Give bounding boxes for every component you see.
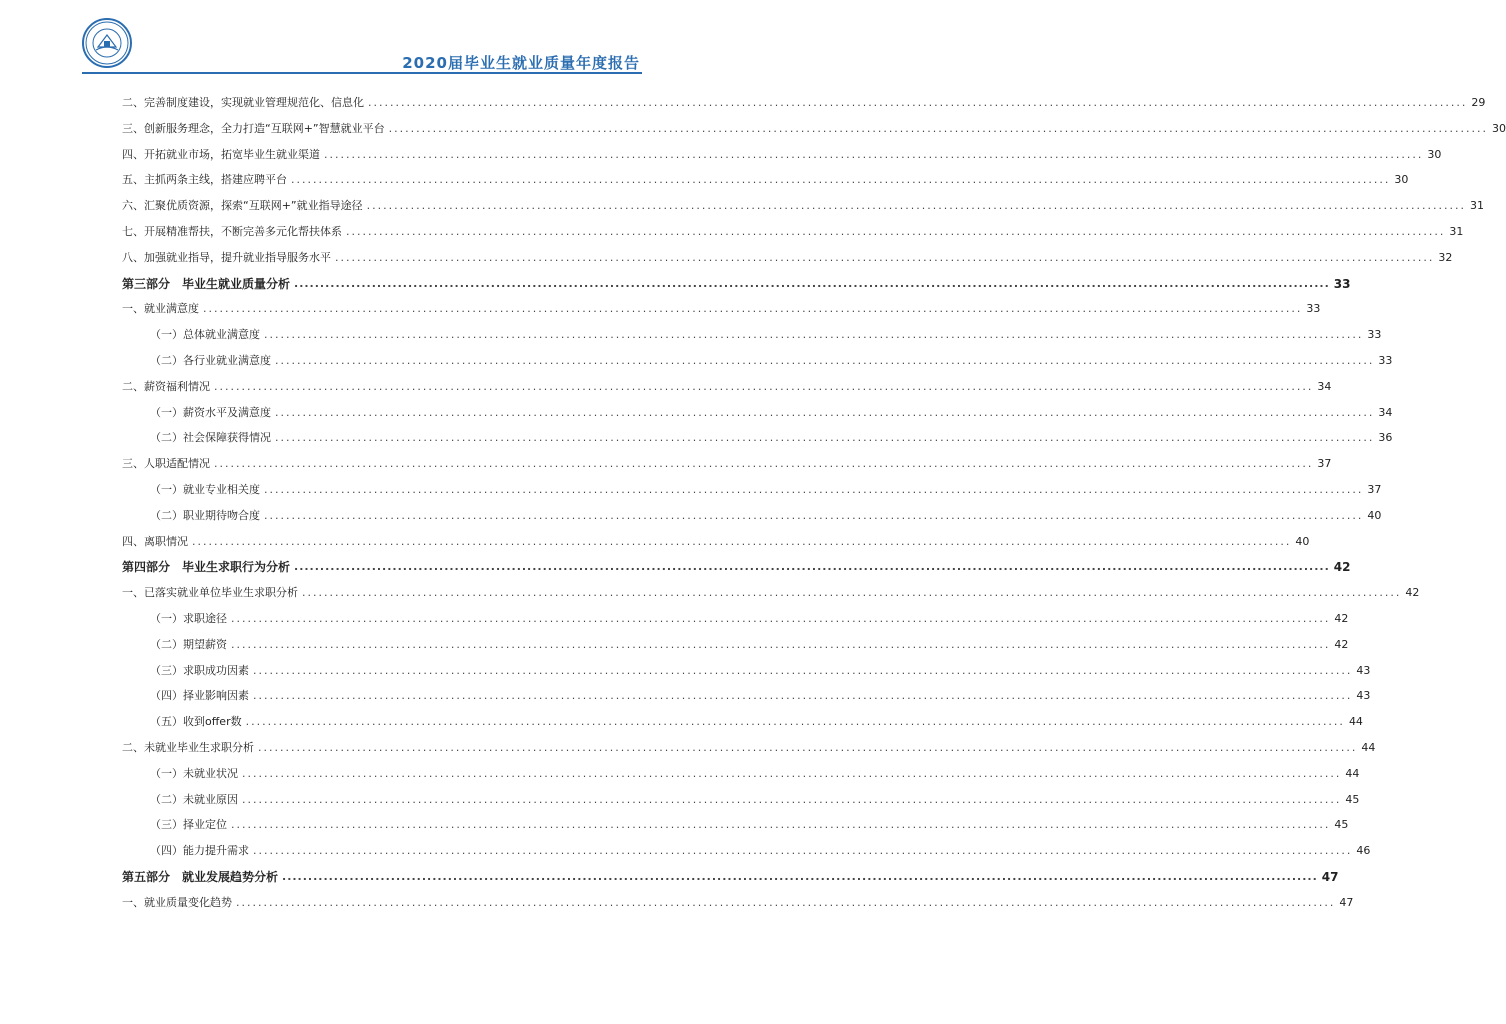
toc-page-number: 44	[1361, 741, 1376, 754]
toc-entry-label: 一、就业满意度	[122, 302, 199, 316]
toc-entry-label: （一）未就业状况	[150, 766, 238, 780]
toc-page-number: 36	[1378, 431, 1393, 445]
toc-leader-dots: ........................................................................................................................................................................................................	[366, 199, 1466, 213]
report-title: 2020届毕业生就业质量年度报告	[402, 54, 640, 72]
university-seal-icon	[82, 18, 132, 68]
toc-entry-label: （五）收到offer数	[150, 715, 242, 729]
toc-page-number: 37	[1317, 457, 1332, 471]
toc-page-number: 46	[1356, 844, 1371, 858]
toc-page-number: 42	[1334, 612, 1349, 625]
toc-page-number: 33	[1378, 354, 1393, 367]
toc-entry-label: （二）社会保障获得情况	[150, 431, 271, 445]
toc-entry[interactable]	[122, 604, 1349, 626]
toc-leader-dots: ........................................................................................................................................................................................................	[275, 354, 1375, 367]
toc-entry[interactable]	[122, 475, 1382, 497]
toc-entry-label: （二）职业期待吻合度	[150, 508, 260, 522]
toc-page-number: 30	[1394, 173, 1409, 187]
toc-entry[interactable]	[122, 501, 1382, 523]
toc-entry-label: （二）期望薪资	[150, 637, 227, 651]
toc-page-number: 30	[1427, 147, 1442, 161]
toc-leader-dots: ........................................................................................................................................................................................................	[231, 637, 1331, 651]
toc-page-number: 43	[1356, 663, 1371, 677]
toc-entry-label: （三）择业定位	[150, 818, 227, 832]
toc-leader-dots: ........................................................................................................................................................................................................	[245, 715, 1345, 729]
toc-page-number: 33	[1306, 302, 1321, 316]
toc-entry[interactable]	[122, 449, 1332, 471]
toc-entry[interactable]	[122, 810, 1349, 832]
toc-leader-dots: ........................................................................................................................................................................................................	[253, 689, 1353, 703]
toc-page-number: 42	[1333, 560, 1351, 575]
toc-page-number: 31	[1469, 199, 1484, 213]
toc-leader-dots: ........................................................................................................................................................................................................	[231, 818, 1331, 832]
toc-entry-label: 第三部分 毕业生就业质量分析	[122, 276, 291, 291]
toc-page-number: 34	[1317, 379, 1332, 393]
toc-entry[interactable]	[122, 217, 1464, 239]
toc-entry-label: 六、汇聚优质资源，探索“互联网+”就业指导途径	[122, 199, 363, 213]
toc-page-number: 45	[1345, 792, 1360, 806]
toc-entry[interactable]	[122, 656, 1371, 678]
toc-page-number: 29	[1471, 96, 1486, 109]
toc-page-number: 44	[1345, 766, 1360, 780]
toc-page-number: 30	[1491, 121, 1506, 135]
toc-page-number: 44	[1348, 715, 1363, 729]
toc-entry[interactable]	[122, 191, 1484, 213]
toc-leader-dots: ........................................................................................................................................................................................................	[275, 405, 1375, 419]
toc-entry-label: 第四部分 毕业生求职行为分析	[122, 560, 291, 575]
toc-leader-dots: ........................................................................................................................................................................................................	[264, 508, 1364, 522]
toc-entry[interactable]	[122, 243, 1453, 265]
toc-page-number: 32	[1438, 250, 1453, 264]
toc-entry-label: （一）总体就业满意度	[150, 328, 260, 342]
toc-entry[interactable]	[122, 294, 1321, 316]
toc-entry[interactable]	[122, 372, 1332, 394]
toc-entry-label: （一）求职途径	[150, 612, 227, 625]
toc-page-number: 47	[1321, 870, 1339, 884]
toc-entry-label: 一、已落实就业单位毕业生求职分析	[122, 586, 298, 600]
toc-page-number: 42	[1405, 586, 1420, 600]
toc-entry-label: 四、离职情况	[122, 534, 188, 548]
toc-leader-dots: ........................................................................................................................................................................................................	[214, 379, 1314, 393]
page-header	[0, 0, 724, 80]
toc-entry[interactable]	[122, 630, 1349, 652]
toc-leader-dots: ........................................................................................................................................................................................................	[291, 173, 1391, 187]
toc-leader-dots: ........................................................................................................................................................................................................	[253, 663, 1353, 677]
toc-entry-label: （一）就业专业相关度	[150, 483, 260, 496]
toc-page-number: 33	[1333, 276, 1351, 291]
toc-leader-dots: ........................................................................................................................................................................................................	[258, 741, 1358, 754]
toc-leader-dots: ........................................................................................................................................................................................................	[253, 844, 1353, 858]
toc-page-number: 33	[1367, 328, 1382, 342]
toc-entry[interactable]	[122, 681, 1371, 703]
toc-page-number: 45	[1334, 818, 1349, 832]
toc-entry[interactable]	[122, 759, 1360, 781]
toc-part-heading[interactable]	[122, 269, 1351, 291]
toc-leader-dots: ........................................................................................................................................................................................................	[294, 276, 1330, 290]
toc-entry-label: 四、开拓就业市场，拓宽毕业生就业渠道	[122, 147, 320, 161]
toc-leader-dots: ........................................................................................................................................................................................................	[203, 302, 1303, 316]
toc-entry-label: 第五部分 就业发展趋势分析	[122, 870, 279, 884]
toc-entry-label: 五、主抓两条主线，搭建应聘平台	[122, 173, 287, 187]
toc-leader-dots: ........................................................................................................................................................................................................	[282, 870, 1318, 883]
toc-entry[interactable]	[122, 733, 1376, 755]
toc-leader-dots: ........................................................................................................................................................................................................	[192, 534, 1292, 548]
toc-entry-label: 八、加强就业指导，提升就业指导服务水平	[122, 250, 331, 264]
toc-leader-dots: ........................................................................................................................................................................................................	[335, 250, 1435, 264]
toc-entry-label: （二）未就业原因	[150, 792, 238, 806]
toc-page-number: 40	[1367, 508, 1382, 522]
toc-entry[interactable]	[122, 836, 1371, 858]
toc-leader-dots: ........................................................................................................................................................................................................	[264, 328, 1364, 342]
toc-entry-label: 二、薪资福利情况	[122, 379, 210, 393]
toc-entry[interactable]	[122, 165, 1409, 187]
toc-leader-dots: ........................................................................................................................................................................................................	[294, 560, 1330, 574]
toc-page-number: 37	[1367, 483, 1382, 496]
toc-leader-dots: ........................................................................................................................................................................................................	[236, 895, 1336, 909]
toc-entry-label: （四）择业影响因素	[150, 689, 249, 703]
toc-entry[interactable]	[122, 398, 1393, 420]
toc-entry[interactable]	[122, 140, 1442, 162]
toc-leader-dots: ........................................................................................................................................................................................................	[242, 792, 1342, 806]
toc-leader-dots: ........................................................................................................................................................................................................	[346, 225, 1446, 238]
toc-page-number: 43	[1356, 689, 1371, 703]
header-divider	[82, 72, 642, 74]
toc-leader-dots: ........................................................................................................................................................................................................	[388, 121, 1488, 135]
toc-page-number: 31	[1449, 225, 1464, 238]
toc-part-heading[interactable]	[122, 862, 1339, 884]
toc-entry-label: 三、人职适配情况	[122, 457, 210, 471]
toc-entry-label: 二、未就业毕业生求职分析	[122, 741, 254, 754]
toc-leader-dots: ........................................................................................................................................................................................................	[275, 431, 1375, 445]
toc-entry-label: 三、创新服务理念，全力打造“互联网+”智慧就业平台	[122, 121, 385, 135]
toc-entry-label: （一）薪资水平及满意度	[150, 405, 271, 419]
toc-page-number: 47	[1339, 895, 1354, 909]
toc-leader-dots: ........................................................................................................................................................................................................	[242, 766, 1342, 780]
toc-leader-dots: ........................................................................................................................................................................................................	[214, 457, 1314, 471]
toc-entry[interactable]	[122, 423, 1393, 445]
toc-entry-label: 七、开展精准帮扶，不断完善多元化帮扶体系	[122, 225, 342, 238]
toc-entry-label: （三）求职成功因素	[150, 663, 249, 677]
toc-part-heading[interactable]	[122, 552, 1351, 575]
toc-entry[interactable]	[122, 578, 1420, 600]
toc-entry-label: （二）各行业就业满意度	[150, 354, 271, 367]
toc-leader-dots: ........................................................................................................................................................................................................	[368, 96, 1468, 109]
toc-entry[interactable]	[122, 527, 1310, 549]
toc-entry[interactable]	[122, 320, 1382, 342]
toc-entry[interactable]	[122, 888, 1354, 910]
toc-entry[interactable]	[122, 88, 1486, 110]
toc-entry[interactable]	[122, 785, 1360, 807]
toc-leader-dots: ........................................................................................................................................................................................................	[231, 612, 1331, 625]
toc-entry[interactable]	[122, 707, 1363, 729]
toc-page-number: 42	[1334, 637, 1349, 651]
toc-entry[interactable]	[122, 114, 1506, 136]
toc-entry-label: （四）能力提升需求	[150, 844, 249, 858]
toc-leader-dots: ........................................................................................................................................................................................................	[302, 586, 1402, 600]
toc-page-number: 40	[1295, 534, 1310, 548]
toc-entry-label: 一、就业质量变化趋势	[122, 895, 232, 909]
toc-leader-dots: ........................................................................................................................................................................................................	[264, 483, 1364, 496]
toc-page-number: 34	[1378, 405, 1393, 419]
toc-entry[interactable]	[122, 346, 1393, 368]
toc-leader-dots: ........................................................................................................................................................................................................	[324, 147, 1424, 161]
toc-entry-label: 二、完善制度建设，实现就业管理规范化、信息化	[122, 96, 364, 109]
